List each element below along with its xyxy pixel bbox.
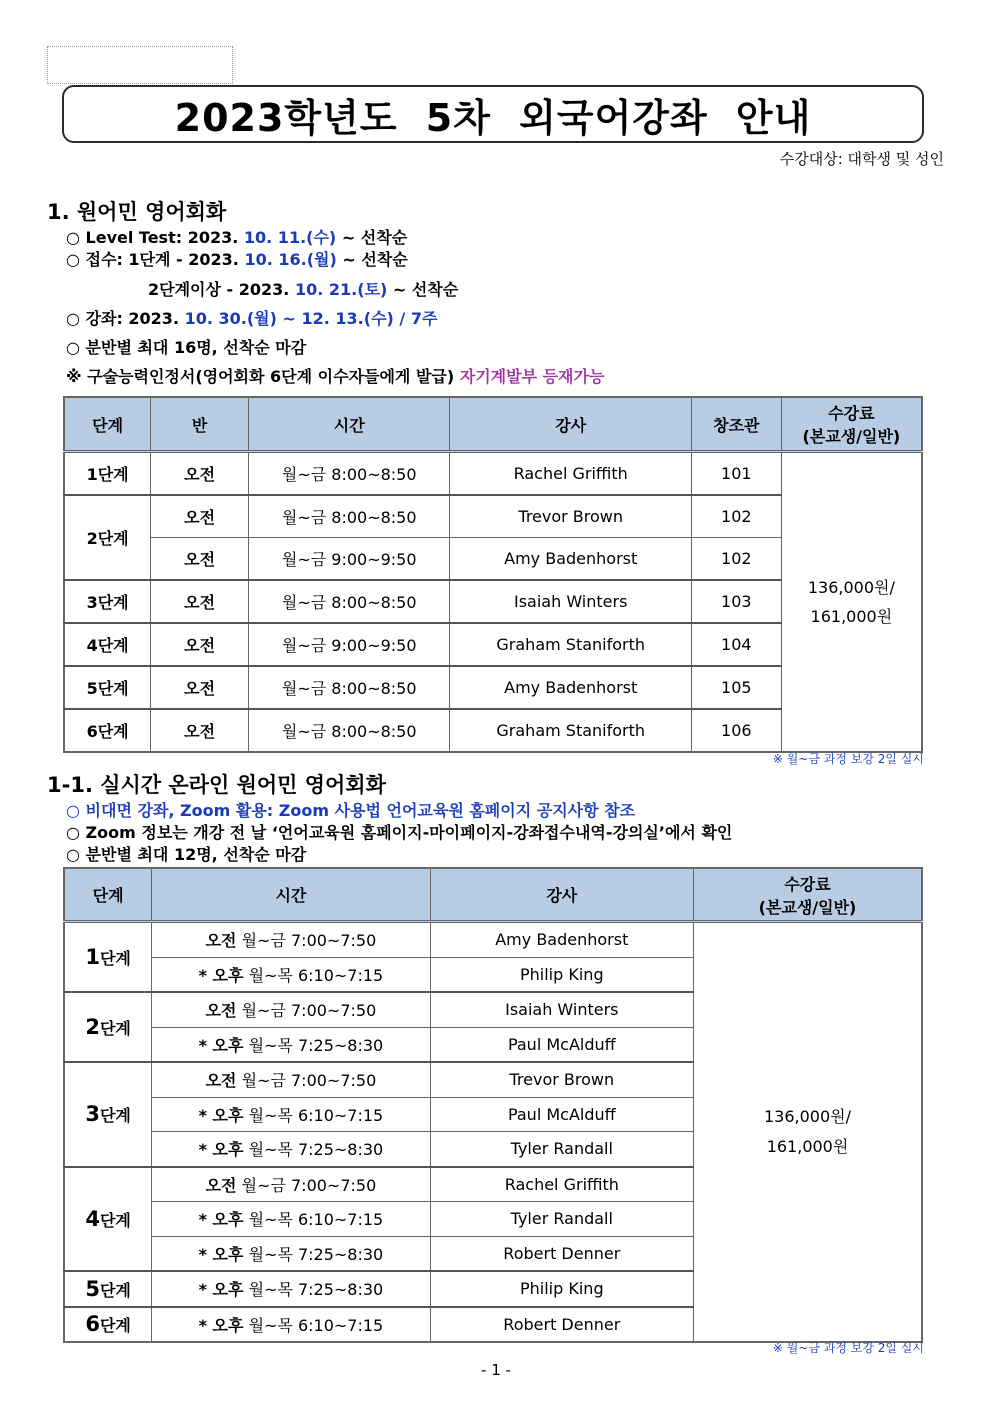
table-row: 6단계 오전 월~금 8:00~8:50 Graham Staniforth 106 [64,709,922,752]
table-row: 2단계 오전 월~금 7:00~7:50 Isaiah Winters [64,992,922,1027]
table-header: 단계 반 시간 강사 창조관 수강료 (본교생/일반) [64,397,922,452]
cert-line: ※ 구술능력인정서(영어회화 6단계 이수자들에게 발급) 자기계발부 등재가능 [66,367,605,386]
level-test-line: ○ Level Test: 2023. 10. 11.(수) ~ 선착순 [66,228,408,247]
table1-note: ※ 월~금 과정 보강 2일 실시 [772,752,924,766]
table2-note: ※ 월~금 과정 보강 2일 실시 [772,1341,924,1355]
section2-heading: 1-1. 실시간 온라인 원어민 영어회화 [47,773,386,797]
table-row: * 오후 월~목 6:10~7:15 Paul McAlduff [64,1097,922,1132]
register1-line: ○ 접수: 1단계 - 2023. 10. 16.(월) ~ 선착순 [66,250,408,269]
course-line: ○ 강좌: 2023. 10. 30.(월) ~ 12. 13.(수) / 7주 [66,309,438,328]
table-row: 오전 월~금 9:00~9:50 Amy Badenhorst 102 [64,538,922,581]
table-row: 2단계 오전 월~금 8:00~8:50 Trevor Brown 102 [64,495,922,538]
table-row: 1단계 오전 월~금 7:00~7:50 Amy Badenhorst 136,000원/ 161,000원 [64,922,922,958]
table-row: 6단계 * 오후 월~목 6:10~7:15 Robert Denner [64,1307,922,1343]
zoom-info-line: ○ Zoom 정보는 개강 전 날 ‘언어교육원 홈페이지-마이페이지-강좌접수내역-강의실’에서 확인 [66,823,733,842]
table-row: 5단계 오전 월~금 8:00~8:50 Amy Badenhorst 105 [64,666,922,709]
online-course-table [63,867,923,1343]
table-row: * 오후 월~목 7:25~8:30 Paul McAlduff [64,1027,922,1062]
table-row: 3단계 오전 월~금 7:00~7:50 Trevor Brown [64,1062,922,1097]
table-row: 1단계 오전 월~금 8:00~8:50 Rachel Griffith 101 136,000원/ 161,000원 [64,452,922,496]
table-row: 4단계 오전 월~금 9:00~9:50 Graham Staniforth 104 [64,623,922,666]
table-row: * 오후 월~목 6:10~7:15 Philip King [64,957,922,992]
fee-cell: 136,000원/ 161,000원 [694,922,922,1343]
page-number: - 1 - [481,1361,511,1379]
table-row: * 오후 월~목 7:25~8:30 Robert Denner [64,1236,922,1271]
register2-line: 2단계이상 - 2023. 10. 21.(토) ~ 선착순 [148,280,459,299]
table-row: * 오후 월~목 7:25~8:30 Tyler Randall [64,1132,922,1167]
section1-heading: 1. 원어민 영어회화 [47,200,227,224]
zoom-line: ○ 비대면 강좌, Zoom 활용: Zoom 사용법 언어교육원 홈페이지 공지사항 참조 [66,801,636,820]
target-audience: 수강대상: 대학생 및 성인 [779,150,944,168]
table-row: * 오후 월~목 6:10~7:15 Tyler Randall [64,1202,922,1237]
table-row: 5단계 * 오후 월~목 7:25~8:30 Philip King [64,1271,922,1307]
offline-course-table [63,396,923,753]
empty-dotted-box [47,46,233,84]
capacity-line: ○ 분반별 최대 16명, 선착순 마감 [66,338,307,357]
title-box [62,85,924,143]
table-row: 4단계 오전 월~금 7:00~7:50 Rachel Griffith [64,1167,922,1202]
capacity2-line: ○ 분반별 최대 12명, 선착순 마감 [66,845,307,864]
table-header: 단계 시간 강사 수강료 (본교생/일반) [64,868,922,922]
table-row: 3단계 오전 월~금 8:00~8:50 Isaiah Winters 103 [64,580,922,623]
page-title: 2023학년도 5차 외국어강좌 안내 [174,95,812,140]
fee-cell: 136,000원/ 161,000원 [781,452,922,753]
